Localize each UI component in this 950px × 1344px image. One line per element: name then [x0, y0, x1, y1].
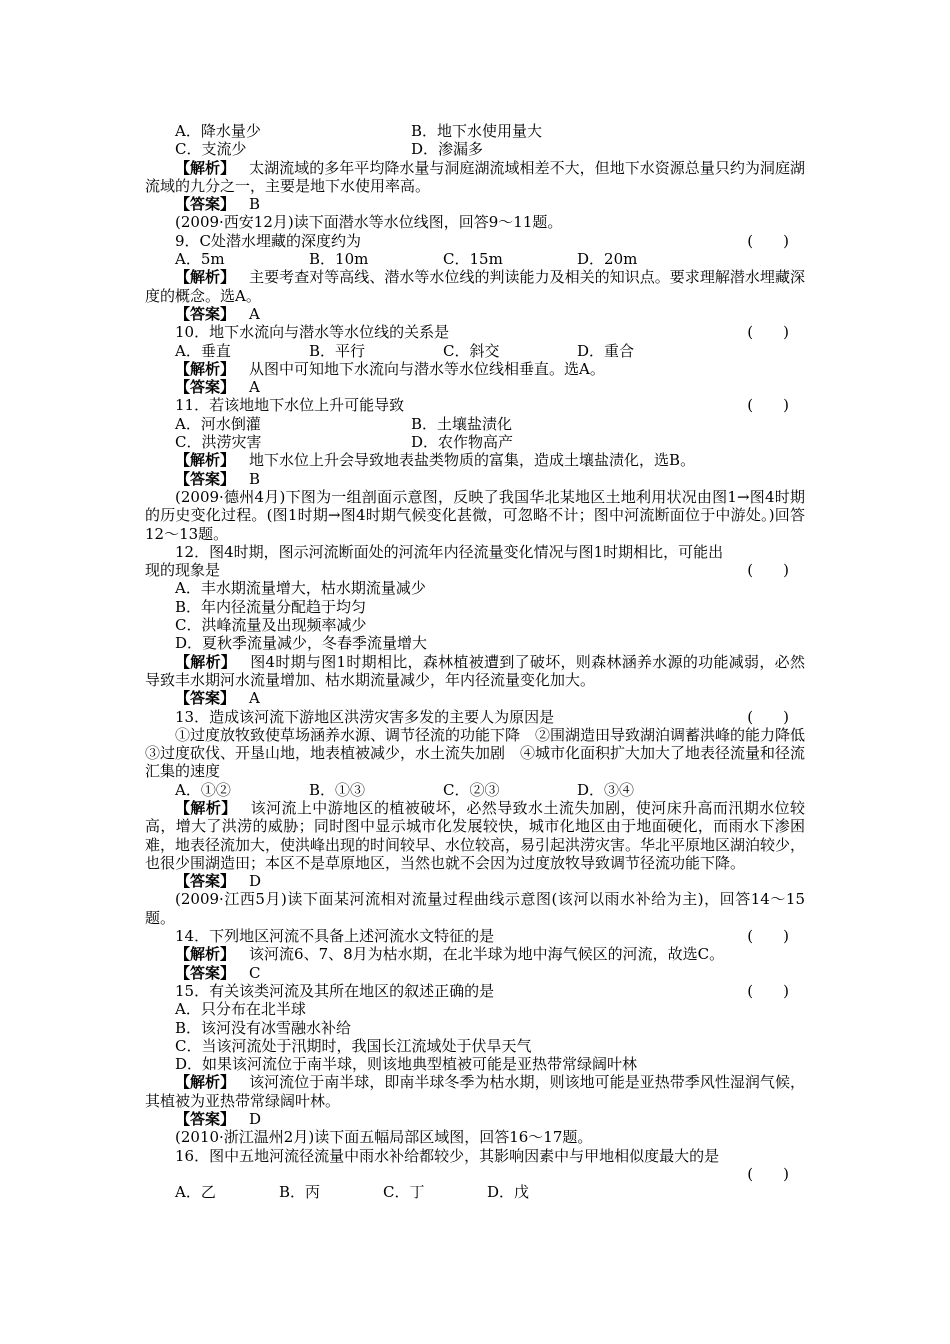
option-c: C．15m	[443, 250, 503, 269]
answer-blank: ( )	[747, 1164, 789, 1183]
q15-option-b: B．该河没有冰雪融水补给	[175, 1018, 352, 1037]
answer-label: 【 答案 】	[175, 964, 235, 982]
q12-stem-row	[145, 561, 805, 579]
intro-text: (2009·德州4月)下图为一组剖面示意图，反映了我国华北某地区土地利用状况由图1→图4时期的历史变化过程。(图1时期→图4时期气候变化甚微，可忽略不计；图中河流断面位于中游处。)回答12～13题。	[145, 487, 805, 543]
q11-options-row2	[145, 433, 805, 451]
intro-q14-15	[145, 890, 805, 927]
q12-answer	[145, 689, 805, 707]
analysis-label: 【 解析 】	[175, 1073, 235, 1091]
answer-text: A	[249, 304, 260, 323]
answer-blank: ( )	[747, 707, 789, 726]
answer-label: 【 答案 】	[175, 195, 235, 213]
analysis-label: 【 解析 】	[175, 360, 235, 378]
analysis-text: 图4时期与图1时期相比，森林植被遭到了破坏，则森林涵养水源的功能减弱，必然导致丰水期河水流量增加、枯水期流量减少，年内径流量变化加大。	[145, 652, 805, 689]
q12-option-b: B．年内径流量分配趋于均匀	[175, 597, 367, 616]
q12-option-d: D．夏秋季流量减少，冬春季流量增大	[175, 634, 428, 653]
answer-blank: ( )	[747, 561, 789, 580]
answer-blank: ( )	[747, 323, 789, 342]
intro-q16-17: (2010·浙江温州2月)读下面五幅局部区域图，回答16～17题。	[175, 1128, 593, 1147]
answer-blank: ( )	[747, 396, 789, 415]
analysis-text: 从图中可知地下水流向与潜水等水位线相垂直。选A。	[249, 359, 605, 378]
option-b: B．丙	[279, 1183, 321, 1202]
q14-stem-row	[145, 927, 805, 945]
q15-option-a: A．只分布在北半球	[175, 1000, 306, 1019]
intro-text: (2009·江西5月)读下面某河流相对流量过程曲线示意图(该河以雨水补给为主)，回答14～15题。	[145, 890, 805, 927]
answer-blank: ( )	[747, 927, 789, 946]
option-a: A．5m	[175, 250, 225, 269]
answer-label: 【 答案 】	[175, 1110, 235, 1128]
answer-label: 【 答案 】	[175, 305, 235, 323]
q10-answer	[145, 378, 805, 396]
q13-analysis	[145, 799, 805, 872]
q9-stem-row	[145, 232, 805, 250]
q13-answer	[145, 872, 805, 890]
analysis-label: 【 解析 】	[175, 451, 235, 469]
q12-analysis	[145, 653, 805, 690]
q13-items-text: ①过度放牧致使草场涵养水源、调节径流的功能下降 ②围湖造田导致湖泊调蓄洪峰的能力降低 ③过度砍伐、开垦山地，地表植被减少，水土流失加剧 ④城市化面积扩大加大了地表径流量和径流汇集的速度	[145, 725, 821, 781]
q9-analysis	[145, 268, 805, 305]
option-d: D．重合	[577, 341, 635, 360]
q9-stem: 9．C处潜水埋藏的深度约为	[175, 231, 362, 250]
q8-answer	[145, 195, 805, 213]
answer-text: A	[249, 378, 260, 397]
q10-analysis	[145, 360, 805, 378]
option-a: A．乙	[175, 1183, 216, 1202]
q15-analysis	[145, 1073, 805, 1110]
q16-paren-row	[145, 1165, 805, 1183]
analysis-text: 地下水位上升会导致地表盐类物质的富集，造成土壤盐渍化，选B。	[249, 451, 696, 470]
q14-analysis	[145, 945, 805, 963]
analysis-label: 【 解析 】	[175, 945, 235, 963]
analysis-label: 【 解析 】	[175, 268, 235, 286]
q15-option-c: C．当该河流处于汛期时，我国长江流域处于伏旱天气	[175, 1036, 532, 1055]
q11-stem: 11．若该地地下水位上升可能导致	[175, 396, 405, 415]
option-d: D．③④	[577, 780, 635, 799]
analysis-text: 主要考查对等高线、潜水等水位线的判读能力及相关的知识点。要求理解潜水埋藏深度的概念。选A。	[145, 268, 805, 305]
analysis-label: 【 解析 】	[175, 159, 235, 177]
analysis-label: 【 解析 】	[175, 799, 237, 817]
q10-stem-row	[145, 323, 805, 341]
q13-stem: 13．造成该河流下游地区洪涝灾害多发的主要人为原因是	[175, 707, 555, 726]
option-c: C．②③	[443, 780, 500, 799]
q12-option-c: C．洪峰流量及出现频率减少	[175, 616, 367, 635]
answer-text: A	[249, 689, 260, 708]
option-b: B．①③	[309, 780, 366, 799]
option-c: C．丁	[383, 1183, 425, 1202]
q15-stem: 15．有关该类河流及其所在地区的叙述正确的是	[175, 981, 495, 1000]
analysis-text: 太湖流域的多年平均降水量与洞庭湖流域相差不大，但地下水资源总量只约为洞庭湖流域的九分之一，主要是地下水使用率高。	[145, 158, 805, 195]
q15-answer	[145, 1110, 805, 1128]
q14-answer	[145, 964, 805, 982]
analysis-text: 该河流位于南半球，即南半球冬季为枯水期，则该地可能是亚热带季风性湿润气候，其植被为亚热带常绿阔叶林。	[145, 1073, 805, 1110]
answer-label: 【 答案 】	[175, 872, 235, 890]
q10-stem: 10．地下水流向与潜水等水位线的关系是	[175, 323, 450, 342]
option-a: A．①②	[175, 780, 231, 799]
answer-label: 【 答案 】	[175, 378, 235, 396]
q13-stem-row	[145, 708, 805, 726]
answer-label: 【 答案 】	[175, 689, 235, 707]
answer-text: B	[249, 195, 261, 214]
q10-options	[145, 342, 805, 360]
analysis-label: 【 解析 】	[175, 653, 236, 671]
q12-stem-line2: 现的现象是	[145, 561, 221, 580]
q8-options-row2	[145, 140, 805, 158]
answer-text: D	[249, 872, 262, 891]
option-b: B．土壤盐渍化	[411, 414, 513, 433]
answer-text: B	[249, 469, 261, 488]
q11-stem-row	[145, 396, 805, 414]
option-c: C．洪涝灾害	[175, 433, 262, 452]
option-a: A．垂直	[175, 341, 231, 360]
option-b: B．10m	[309, 250, 369, 269]
option-a: A．河水倒灌	[175, 414, 261, 433]
q9-answer	[145, 305, 805, 323]
q16-stem: 16．图中五地河流径流量中雨水补给都较少，其影响因素中与甲地相似度最大的是	[175, 1146, 720, 1165]
intro-q12-13	[145, 488, 805, 543]
analysis-text: 该河流6、7、8月为枯水期，在北半球为地中海气候区的河流，故选C。	[249, 945, 725, 964]
option-d: D．20m	[577, 250, 638, 269]
q14-stem: 14．下列地区河流不具备上述河流水文特征的是	[175, 927, 495, 946]
option-a: A．降水量少	[175, 122, 261, 140]
answer-label: 【 答案 】	[175, 470, 235, 488]
option-c: C．斜交	[443, 341, 500, 360]
option-b: B．地下水使用量大	[411, 122, 543, 140]
q12-option-a: A．丰水期流量增大，枯水期流量减少	[175, 579, 426, 598]
q13-items	[145, 725, 821, 781]
q15-stem-row	[145, 982, 805, 1000]
option-d: D．渗漏多	[411, 140, 484, 159]
q9-options	[145, 250, 805, 268]
q8-analysis	[145, 159, 805, 196]
q12-stem-line1: 12．图4时期，图示河流断面处的河流年内径流量变化情况与图1时期相比，可能出	[175, 542, 724, 561]
answer-blank: ( )	[747, 231, 789, 250]
answer-text: C	[249, 963, 261, 982]
analysis-text: 该河流上中游地区的植被破坏，必然导致水土流失加剧，使河床升高而汛期水位较高，增大了洪涝的威胁；同时图中显示城市化发展较快，城市化地区由于地面硬化，而雨水下渗困难，地表径流加大，使洪峰出现的时间较早、水位较高，易引起洪涝灾害。华北平原地区湖泊较少，也很少围湖造田；本区不是草原地区，当然也就不会因为过度放牧导致调节径流功能下降。	[145, 798, 806, 872]
q11-analysis	[145, 451, 805, 469]
intro-q9-11: (2009·西安12月)读下面潜水等水位线图，回答9～11题。	[175, 213, 563, 232]
q11-options-row1	[145, 415, 805, 433]
q8-options-row1	[145, 122, 805, 140]
option-b: B．平行	[309, 341, 366, 360]
answer-text: D	[249, 1110, 262, 1129]
q15-option-d: D．如果该河流位于南半球，则该地典型植被可能是亚热带常绿阔叶林	[175, 1055, 638, 1074]
q13-options	[145, 781, 805, 799]
q16-options	[145, 1183, 805, 1201]
option-d: D．戊	[487, 1183, 530, 1202]
option-d: D．农作物高产	[411, 433, 514, 452]
answer-blank: ( )	[747, 981, 789, 1000]
option-c: C．支流少	[175, 140, 247, 159]
document-page	[145, 122, 821, 1202]
q11-answer	[145, 470, 805, 488]
